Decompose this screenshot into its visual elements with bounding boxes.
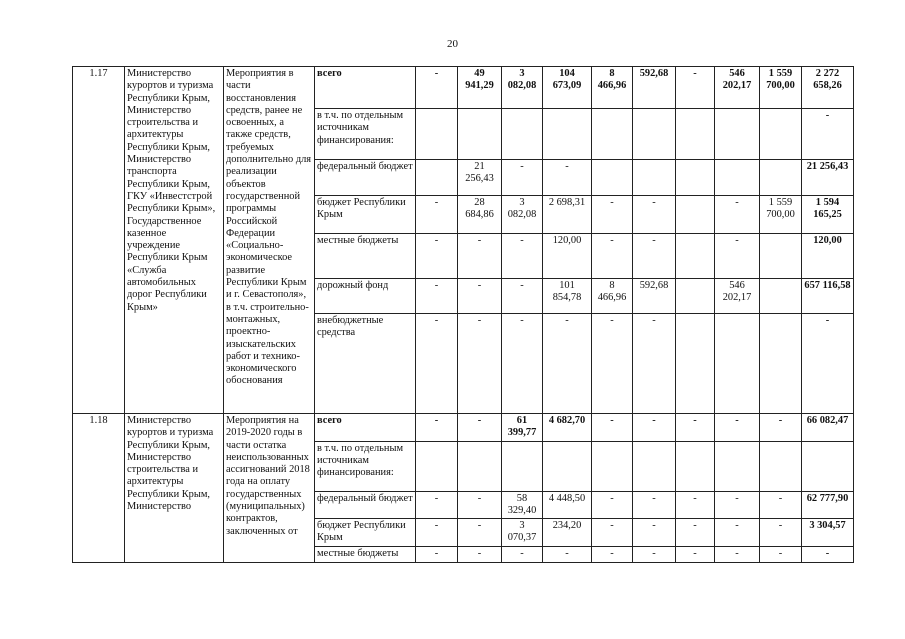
year-value [760,234,802,279]
year-value: - [416,314,458,414]
year-value: 21 256,43 [458,160,502,196]
year-value: 101 854,78 [543,279,592,314]
year-value [760,109,802,160]
year-value [416,160,458,196]
year-value: - [458,491,502,519]
year-value: - [416,491,458,519]
year-value: - [592,491,633,519]
table-row [73,414,854,442]
year-value: - [543,160,592,196]
year-value [633,441,676,491]
row-number: 1.18 [73,414,125,563]
year-value [502,441,543,491]
year-value [676,234,715,279]
total-value: - [802,109,854,160]
year-value: - [760,491,802,519]
year-value: 546 202,17 [715,67,760,109]
year-value [633,109,676,160]
year-value: - [592,519,633,547]
year-value [543,109,592,160]
year-value: - [760,519,802,547]
year-value: - [543,546,592,562]
year-value: - [676,67,715,109]
year-value: 104 673,09 [543,67,592,109]
year-value: 546 202,17 [715,279,760,314]
measure-cell: Мероприятия на 2019-2020 годы в части остатка неиспользованных ассигнований 2018 года на оплату государственных (муниципальных) контрактов, заключенных от [224,414,315,563]
year-value [676,109,715,160]
year-value: 3 082,08 [502,196,543,234]
year-value [760,314,802,414]
year-value [760,160,802,196]
year-value: 120,00 [543,234,592,279]
year-value: - [502,546,543,562]
year-value: 3 082,08 [502,67,543,109]
year-value [715,314,760,414]
funding-source: местные бюджеты [315,234,416,279]
year-value: - [502,160,543,196]
year-value [760,441,802,491]
year-value [715,160,760,196]
year-value: - [715,234,760,279]
year-value: - [416,546,458,562]
year-value: - [760,546,802,562]
page-number: 20 [447,38,458,50]
year-value: - [633,314,676,414]
funding-source: местные бюджеты [315,546,416,562]
funding-source: бюджет Республики Крым [315,196,416,234]
year-value: 234,20 [543,519,592,547]
year-value [760,279,802,314]
year-value: - [458,546,502,562]
year-value: 8 466,96 [592,67,633,109]
total-value [802,441,854,491]
total-value: 120,00 [802,234,854,279]
year-value [633,160,676,196]
total-value: - [802,314,854,414]
year-value: - [633,546,676,562]
year-value: - [715,414,760,442]
year-value: 61 399,77 [502,414,543,442]
funding-source: в т.ч. по отдельным источникам финансирования: [315,441,416,491]
year-value [715,441,760,491]
year-value: - [633,519,676,547]
total-value: 2 272 658,26 [802,67,854,109]
year-value [676,196,715,234]
budget-table [72,66,854,563]
year-value: - [633,491,676,519]
total-value: - [802,546,854,562]
executors-cell: Министерство курортов и туризма Республики Крым, Министерство строительства и архитектуры Республики Крым, Министерство [125,414,224,563]
year-value [416,109,458,160]
year-value: 8 466,96 [592,279,633,314]
year-value: - [715,196,760,234]
year-value: - [502,234,543,279]
year-value: - [592,234,633,279]
year-value [592,160,633,196]
year-value [676,279,715,314]
total-value: 657 116,58 [802,279,854,314]
year-value: - [416,519,458,547]
year-value: - [676,546,715,562]
funding-source: всего [315,67,416,109]
row-number: 1.17 [73,67,125,414]
total-value: 3 304,57 [802,519,854,547]
year-value: 592,68 [633,67,676,109]
year-value: 4 448,50 [543,491,592,519]
year-value: - [676,414,715,442]
total-value: 21 256,43 [802,160,854,196]
year-value: - [760,414,802,442]
year-value: 592,68 [633,279,676,314]
year-value: 49 941,29 [458,67,502,109]
year-value [676,441,715,491]
year-value [416,441,458,491]
year-value: - [502,279,543,314]
year-value: 1 559 700,00 [760,67,802,109]
funding-source: в т.ч. по отдельным источникам финансирования: [315,109,416,160]
year-value [458,441,502,491]
year-value: - [715,519,760,547]
year-value [592,441,633,491]
year-value: 3 070,37 [502,519,543,547]
year-value: - [458,414,502,442]
year-value: - [592,546,633,562]
year-value: - [416,196,458,234]
year-value: - [416,279,458,314]
year-value: - [502,314,543,414]
year-value [502,109,543,160]
funding-source: всего [315,414,416,442]
year-value: - [592,314,633,414]
year-value: - [592,414,633,442]
year-value: - [633,234,676,279]
year-value: - [458,314,502,414]
year-value [458,109,502,160]
funding-source: бюджет Республики Крым [315,519,416,547]
year-value [676,314,715,414]
year-value: - [592,196,633,234]
year-value: 58 329,40 [502,491,543,519]
year-value [592,109,633,160]
year-value: - [543,314,592,414]
year-value: 1 559 700,00 [760,196,802,234]
year-value: - [633,196,676,234]
year-value: - [715,546,760,562]
year-value [676,160,715,196]
year-value: - [458,519,502,547]
total-value: 1 594 165,25 [802,196,854,234]
funding-source: внебюджетные средства [315,314,416,414]
year-value: - [715,491,760,519]
year-value: 4 682,70 [543,414,592,442]
year-value: - [416,67,458,109]
year-value [715,109,760,160]
year-value: - [458,234,502,279]
measure-cell: Мероприятия в части восстановления средств, ранее не освоенных, а также средств, требуемых дополнительно для реализации объектов государственной программы Российской Федерации «Социально-экономическое развитие Республики Крым и г. Севастополя», в т.ч. строительно-монтажных, проектно-изыскательских работ и технико-экономического обоснования [224,67,315,414]
funding-source: дорожный фонд [315,279,416,314]
year-value: 2 698,31 [543,196,592,234]
year-value: - [633,414,676,442]
total-value: 62 777,90 [802,491,854,519]
year-value: - [676,491,715,519]
funding-source: федеральный бюджет [315,160,416,196]
funding-source: федеральный бюджет [315,491,416,519]
year-value: - [416,234,458,279]
year-value: - [676,519,715,547]
total-value: 66 082,47 [802,414,854,442]
year-value: - [458,279,502,314]
year-value: - [416,414,458,442]
year-value [543,441,592,491]
year-value: 28 684,86 [458,196,502,234]
executors-cell: Министерство курортов и туризма Республики Крым, Министерство строительства и архитектуры Республики Крым, Министерство транспорта Республики Крым, ГКУ «Инвестстрой Республики Крым», Государственное казенное учреждение Республики Крым «Служба автомобильных дорог Республики Крым» [125,67,224,414]
table-row [73,67,854,109]
